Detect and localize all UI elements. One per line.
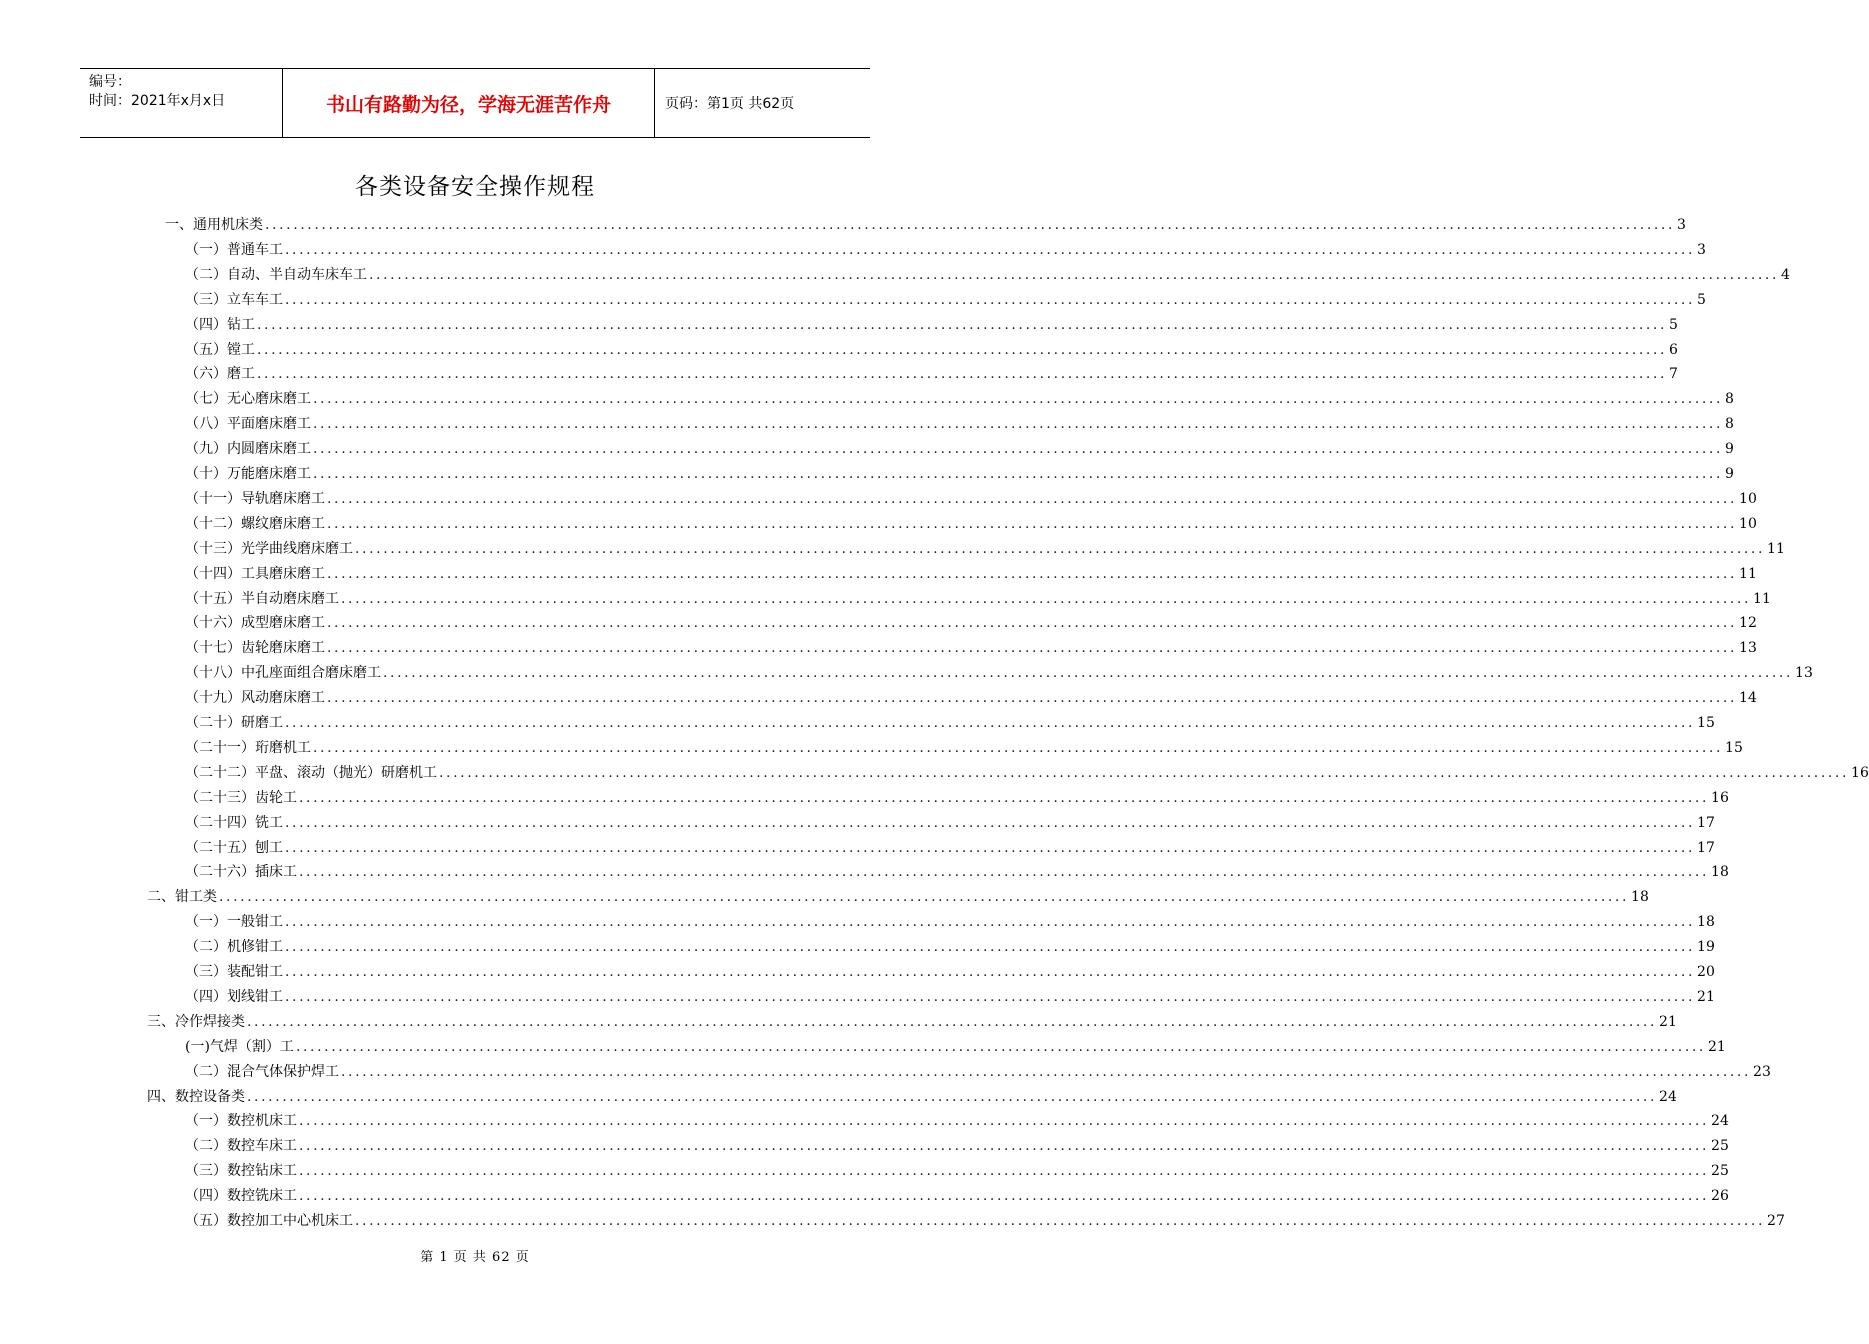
toc-entry-label: （二十一）珩磨机工 (185, 739, 311, 756)
toc-entry-label: （二）自动、半自动车床车工 (185, 266, 367, 283)
document-title: 各类设备安全操作规程 (355, 174, 595, 200)
toc-entry-page: 5 (1697, 291, 1706, 308)
toc-dot-leader: ........................................................................................................................................................................................................ (257, 341, 1668, 358)
toc-entry-label: （二十四）铣工 (185, 814, 283, 831)
toc-entry-page: 3 (1677, 217, 1686, 233)
toc-entry-label: （十八）中孔座面组合磨床磨工 (185, 665, 381, 682)
toc-entry[interactable] (165, 210, 1686, 234)
toc-entry-page: 14 (1739, 690, 1757, 707)
toc-entry[interactable] (147, 882, 1649, 906)
toc-entry-page: 15 (1697, 715, 1715, 731)
toc-dot-leader: ........................................................................................................................................................................................................ (327, 615, 1738, 632)
toc-dot-leader: ........................................................................................................................................................................................................ (285, 839, 1696, 856)
toc-entry-label: （六）磨工 (185, 366, 255, 383)
toc-entry-page: 15 (1725, 739, 1743, 756)
toc-dot-leader: ........................................................................................................................................................................................................ (257, 366, 1668, 383)
toc-entry-page: 4 (1781, 266, 1790, 283)
toc-entry-label: （一）普通车工 (185, 241, 283, 258)
toc-entry[interactable] (185, 459, 1734, 483)
toc-entry[interactable] (185, 932, 1715, 956)
toc-entry-label: （十三）光学曲线磨床磨工 (185, 540, 353, 557)
toc-entry[interactable] (185, 534, 1785, 558)
toc-dot-leader: ........................................................................................................................................................................................................ (439, 764, 1850, 781)
toc-entry-page: 11 (1753, 590, 1771, 607)
toc-entry-page: 20 (1697, 964, 1715, 980)
toc-dot-leader: ........................................................................................................................................................................................................ (327, 565, 1738, 582)
toc-entry-label: （十六）成型磨床磨工 (185, 615, 325, 632)
toc-entry[interactable] (185, 683, 1757, 707)
toc-entry-page: 16 (1851, 764, 1869, 781)
toc-entry[interactable] (185, 658, 1813, 682)
toc-entry[interactable] (185, 1106, 1729, 1130)
toc-entry-label: （三）数控钻床工 (185, 1163, 297, 1180)
toc-entry-page: 23 (1753, 1063, 1771, 1080)
toc-entry[interactable] (185, 335, 1678, 359)
toc-entry-page: 11 (1767, 540, 1785, 557)
toc-entry[interactable] (185, 1181, 1729, 1205)
toc-dot-leader: ........................................................................................................................................................................................................ (327, 640, 1738, 657)
serial-number-label: 编号： (89, 74, 131, 90)
toc-dot-leader: ........................................................................................................................................................................................................ (247, 1088, 1658, 1105)
toc-entry[interactable] (185, 758, 1869, 782)
toc-entry-page: 26 (1711, 1188, 1729, 1205)
toc-entry-label: （四）钻工 (185, 316, 255, 333)
toc-entry-label: （十四）工具磨床磨工 (185, 565, 325, 582)
toc-entry[interactable] (185, 733, 1743, 757)
toc-entry-label: （十二）螺纹磨床磨工 (185, 515, 325, 532)
toc-dot-leader: ........................................................................................................................................................................................................ (313, 466, 1724, 482)
toc-entry-page: 8 (1725, 391, 1734, 408)
toc-dot-leader: ........................................................................................................................................................................................................ (265, 217, 1676, 233)
toc-entry-label: 一、通用机床类 (165, 217, 263, 233)
toc-entry-page: 8 (1725, 416, 1734, 433)
toc-entry-page: 24 (1659, 1088, 1677, 1105)
toc-entry[interactable] (185, 235, 1706, 259)
toc-dot-leader: ........................................................................................................................................................................................................ (313, 416, 1724, 433)
toc-entry-label: （三）立车车工 (185, 291, 283, 308)
toc-entry[interactable] (185, 409, 1734, 433)
toc-dot-leader: ........................................................................................................................................................................................................ (341, 1063, 1752, 1080)
toc-dot-leader: ........................................................................................................................................................................................................ (285, 914, 1696, 931)
toc-entry[interactable] (185, 359, 1678, 383)
toc-entry-page: 24 (1711, 1113, 1729, 1130)
toc-dot-leader: ........................................................................................................................................................................................................ (299, 864, 1710, 881)
toc-entry-label: 四、数控设备类 (147, 1088, 245, 1105)
toc-dot-leader: ........................................................................................................................................................................................................ (313, 391, 1724, 408)
toc-entry[interactable] (185, 1131, 1729, 1155)
toc-entry-label: （一）一般钳工 (185, 914, 283, 931)
toc-entry-label: （二十六）插床工 (185, 864, 297, 881)
toc-dot-leader: ........................................................................................................................................................................................................ (313, 739, 1724, 756)
toc-entry[interactable] (185, 384, 1734, 408)
toc-dot-leader: ........................................................................................................................................................................................................ (383, 665, 1794, 682)
toc-dot-leader: ........................................................................................................................................................................................................ (369, 266, 1780, 283)
toc-entry-label: （四）数控铣床工 (185, 1188, 297, 1205)
toc-dot-leader: ........................................................................................................................................................................................................ (327, 690, 1738, 707)
toc-entry-page: 19 (1697, 939, 1715, 956)
toc-dot-leader: ........................................................................................................................................................................................................ (299, 1188, 1710, 1205)
toc-dot-leader: ........................................................................................................................................................................................................ (313, 441, 1724, 458)
toc-dot-leader: ........................................................................................................................................................................................................ (295, 1038, 1706, 1055)
toc-dot-leader: ........................................................................................................................................................................................................ (285, 964, 1696, 980)
toc-entry-label: （二十）研磨工 (185, 715, 283, 731)
toc-dot-leader: ........................................................................................................................................................................................................ (327, 515, 1738, 532)
toc-entry-label: （五）数控加工中心机床工 (185, 1213, 353, 1229)
toc-entry-page: 25 (1711, 1163, 1729, 1180)
toc-entry-page: 12 (1739, 615, 1757, 632)
toc-entry[interactable] (185, 310, 1678, 334)
toc-entry[interactable] (185, 857, 1729, 881)
toc-entry-label: (一)气焊（割）工 (185, 1038, 294, 1055)
toc-dot-leader: ........................................................................................................................................................................................................ (285, 814, 1696, 831)
toc-entry[interactable] (185, 559, 1757, 583)
toc-entry[interactable] (185, 608, 1757, 632)
toc-entry-page: 18 (1697, 914, 1715, 931)
toc-dot-leader: ........................................................................................................................................................................................................ (299, 1138, 1710, 1155)
toc-dot-leader: ........................................................................................................................................................................................................ (219, 889, 1630, 906)
toc-entry-page: 27 (1767, 1213, 1785, 1229)
toc-entry-page: 13 (1739, 640, 1757, 657)
toc-entry-label: 二、钳工类 (147, 889, 217, 906)
toc-entry-page: 6 (1669, 341, 1678, 358)
toc-dot-leader: ........................................................................................................................................................................................................ (285, 939, 1696, 956)
toc-entry-page: 5 (1669, 316, 1678, 333)
toc-entry-page: 9 (1725, 466, 1734, 482)
toc-entry-label: （一）数控机床工 (185, 1113, 297, 1130)
toc-dot-leader: ........................................................................................................................................................................................................ (285, 715, 1696, 731)
toc-dot-leader: ........................................................................................................................................................................................................ (299, 1113, 1710, 1130)
toc-entry-label: （二十三）齿轮工 (185, 789, 297, 806)
toc-entry[interactable] (185, 633, 1757, 657)
toc-entry-page: 21 (1697, 988, 1715, 1005)
toc-entry-page: 18 (1631, 889, 1649, 906)
toc-entry[interactable] (185, 982, 1715, 1006)
toc-entry-label: （四）划线钳工 (185, 988, 283, 1005)
date-label: 时间：2021年x月x日 (89, 93, 226, 109)
toc-entry-page: 7 (1669, 366, 1678, 383)
toc-entry[interactable] (185, 957, 1715, 981)
toc-entry[interactable] (185, 434, 1734, 458)
toc-entry-label: （七）无心磨床磨工 (185, 391, 311, 408)
toc-dot-leader: ........................................................................................................................................................................................................ (285, 241, 1696, 258)
header-left-cell (80, 69, 282, 137)
toc-dot-leader: ........................................................................................................................................................................................................ (285, 988, 1696, 1005)
toc-entry-page: 16 (1711, 789, 1729, 806)
toc-entry[interactable] (185, 1057, 1771, 1081)
toc-entry[interactable] (185, 509, 1757, 533)
toc-entry-label: （十五）半自动磨床磨工 (185, 590, 339, 607)
toc-dot-leader: ........................................................................................................................................................................................................ (355, 1213, 1766, 1229)
toc-entry[interactable] (185, 833, 1715, 857)
toc-entry-label: （二）机修钳工 (185, 939, 283, 956)
toc-entry[interactable] (147, 1082, 1677, 1106)
toc-entry-page: 10 (1739, 490, 1757, 507)
toc-entry[interactable] (185, 260, 1790, 284)
toc-entry[interactable] (185, 808, 1715, 832)
header-page-info: 页码：第1页 共62页 (665, 96, 795, 112)
page-footer: 第 1 页 共 62 页 (420, 1250, 530, 1265)
toc-entry-label: （五）镗工 (185, 341, 255, 358)
toc-entry-page: 17 (1697, 814, 1715, 831)
toc-entry[interactable] (185, 907, 1715, 931)
toc-entry-label: （二）数控车床工 (185, 1138, 297, 1155)
toc-entry[interactable] (185, 783, 1729, 807)
toc-dot-leader: ........................................................................................................................................................................................................ (247, 1013, 1658, 1030)
toc-dot-leader: ........................................................................................................................................................................................................ (257, 316, 1668, 333)
toc-entry-page: 18 (1711, 864, 1729, 881)
toc-entry-page: 11 (1739, 565, 1757, 582)
toc-entry[interactable] (185, 1206, 1785, 1230)
toc-entry[interactable] (185, 1156, 1729, 1180)
toc-entry-label: （二）混合气体保护焊工 (185, 1063, 339, 1080)
page-header (80, 68, 870, 138)
toc-entry-label: （九）内圆磨床磨工 (185, 441, 311, 458)
toc-entry[interactable] (185, 484, 1757, 508)
toc-dot-leader: ........................................................................................................................................................................................................ (285, 291, 1696, 308)
toc-entry-label: （二十五）刨工 (185, 839, 283, 856)
toc-entry[interactable] (185, 584, 1771, 608)
toc-entry-label: （三）装配钳工 (185, 964, 283, 980)
toc-entry-label: （十九）风动磨床磨工 (185, 690, 325, 707)
toc-entry-label: （十七）齿轮磨床磨工 (185, 640, 325, 657)
toc-entry-page: 9 (1725, 441, 1734, 458)
toc-entry-label: （十一）导轨磨床磨工 (185, 490, 325, 507)
toc-entry[interactable] (185, 1032, 1726, 1056)
header-motto: 书山有路勤为径，学海无涯苦作舟 (282, 69, 655, 137)
toc-dot-leader: ........................................................................................................................................................................................................ (327, 490, 1738, 507)
toc-entry-page: 21 (1707, 1038, 1726, 1055)
toc-dot-leader: ........................................................................................................................................................................................................ (355, 540, 1766, 557)
toc-entry-page: 10 (1739, 515, 1757, 532)
toc-entry-page: 21 (1659, 1013, 1677, 1030)
toc-entry-page: 25 (1711, 1138, 1729, 1155)
toc-entry-page: 17 (1697, 839, 1715, 856)
toc-entry-label: （十）万能磨床磨工 (185, 466, 311, 482)
toc-entry-page: 13 (1795, 665, 1813, 682)
toc-entry-label: （二十二）平盘、滚动（抛光）研磨机工 (185, 764, 437, 781)
toc-entry[interactable] (185, 285, 1706, 309)
toc-dot-leader: ........................................................................................................................................................................................................ (299, 1163, 1710, 1180)
toc-entry-page: 3 (1697, 241, 1706, 258)
toc-entry-label: 三、冷作焊接类 (147, 1013, 245, 1030)
toc-dot-leader: ........................................................................................................................................................................................................ (299, 789, 1710, 806)
toc-dot-leader: ........................................................................................................................................................................................................ (341, 590, 1752, 607)
toc-entry[interactable] (147, 1007, 1677, 1031)
toc-entry[interactable] (185, 708, 1715, 732)
toc-entry-label: （八）平面磨床磨工 (185, 416, 311, 433)
